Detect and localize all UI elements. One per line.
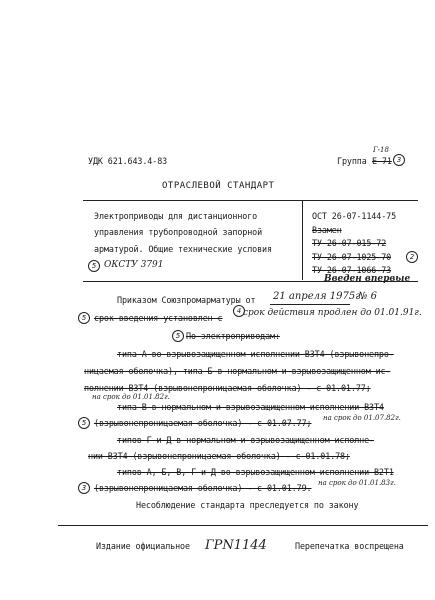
group-old-code: Е 71 <box>372 156 392 166</box>
para-0-note-mark: 4 <box>233 305 245 317</box>
replaced-spec-2: ТУ 26-07-1025-70 <box>312 252 392 262</box>
edition-label: Издание официальное <box>96 541 190 551</box>
doc-title-line-1: Электроприводы для дистанционного <box>94 211 258 221</box>
order-number: № 6 <box>358 291 378 302</box>
para-10-text: (взрывонепроницаемая оболочка) - с 01.01.79. <box>94 483 312 493</box>
replaced-spec-3: ТУ 26-07-1066-73 <box>312 265 392 275</box>
para-0-mark: 5 <box>78 312 90 324</box>
order-date-underline <box>270 304 350 305</box>
para-6-text: (взрывонепроницаемая оболочка) - с 01.07.77; <box>94 418 312 428</box>
para-9-text: типов А, Б, В, Г и Д во взрывозащищенном исполнении В2Т1 <box>117 467 394 477</box>
reprint-prohibited: Перепечатка воспрещена <box>295 541 404 551</box>
para-1-mark: 5 <box>172 330 184 342</box>
para-6-mark: 5 <box>78 417 90 429</box>
order-text: Приказом Союзпромарматуры от <box>117 295 256 305</box>
para-0-text: срок введения установлен с <box>94 313 223 323</box>
para-5-text: типа В в нормальном и взрывозащищенном исполнении ВЗТ4 <box>117 402 384 412</box>
para-6-note: на срок до 01.07.82г. <box>323 414 401 422</box>
udk-code: УДК 621.643.4-83 <box>88 156 168 166</box>
para-0-note: срок действия продлен до 01.01.91г. <box>243 308 422 318</box>
title-block-top-rule <box>83 200 418 201</box>
group-revision-mark: 3 <box>393 154 405 166</box>
introduced-first-note: Введен впервые <box>324 274 411 284</box>
document-heading: ОТРАСЛЕВОЙ СТАНДАРТ <box>162 181 275 191</box>
para-1-text: По электроприводам: <box>186 331 280 341</box>
para-7-text: типов Г и Д в нормальном и взрывозащищенном исполне- <box>117 435 374 445</box>
para-4-note: на срок до 01.01.82г. <box>92 393 170 401</box>
footer-rule <box>58 525 428 526</box>
oksty-code: ОКСТУ 3791 <box>104 260 164 270</box>
replaced-revision-mark: 2 <box>406 251 418 263</box>
handwritten-registration: ГРN1144 <box>205 538 267 553</box>
group-label: Группа <box>337 156 367 166</box>
penalty-notice: Несоблюдение стандарта преследуется по закону <box>136 500 359 510</box>
doc-title-line-2: управления трубопроводной запорной <box>94 227 263 237</box>
para-10-note: на срок до 01.01.83г. <box>318 479 396 487</box>
group-new-code: Г-18 <box>373 146 389 154</box>
replaced-spec-1: ТУ 26-07-015-72 <box>312 238 387 248</box>
instead-of-label: Взамен <box>312 225 342 235</box>
para-4-text: полнении ВЗТ4 (взрывонепроницаемая оболочка) - с 01.01.77; <box>84 383 371 393</box>
standard-number: ОСТ 26-07-1144-75 <box>312 211 397 221</box>
doc-title-line-3: арматурой. Общие технические условия <box>94 244 272 254</box>
para-3-text: ницаемая оболочка), типа Б в нормальном и взрывозащищенном ис- <box>84 366 391 376</box>
title-block-divider <box>302 200 303 280</box>
order-date: 21 апреля 1975г. <box>273 291 364 302</box>
para-10-mark: 3 <box>78 482 90 494</box>
oksty-revision-mark: 5 <box>88 260 100 272</box>
para-2-text: типа А во взрывозащищенном исполнении ВЗТ4 (взрывонепро- <box>117 349 394 359</box>
para-8-text: нии ВЗТ4 (взрывонепроницаемая оболочка) - с 01.01.78; <box>88 451 350 461</box>
